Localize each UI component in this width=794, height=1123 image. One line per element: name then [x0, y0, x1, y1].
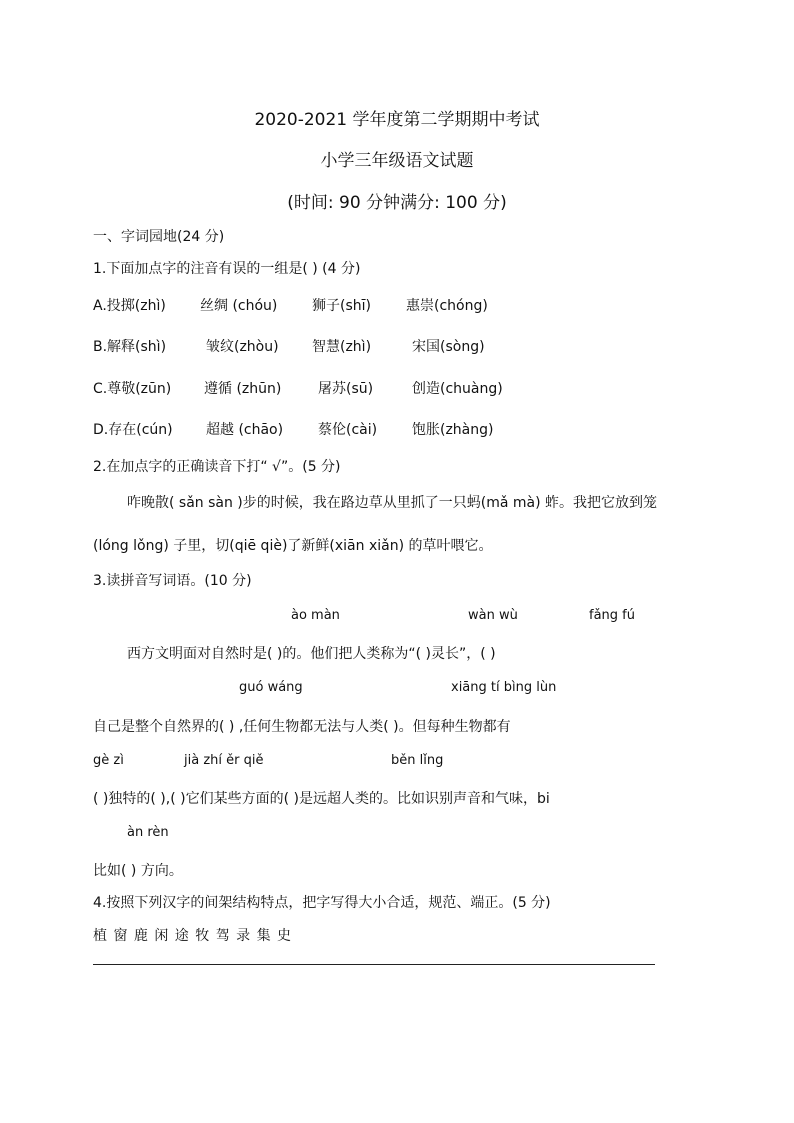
pinyin-prompt: běn lǐng [391, 753, 444, 768]
option-item: 超越 (chāo) [206, 422, 284, 438]
question-2-passage-line-1: 咋晚散( sǎn sàn )步的时候，我在路边草从里抓了一只蚂(mǎ mà) 蚱。我把它放到笼 [127, 495, 658, 511]
question-4-stem: 4.按照下列汉字的间架结构特点，把字写得大小合适，规范、端正。(5 分) [93, 895, 551, 911]
pinyin-prompt: jià zhí ěr qiě [184, 753, 264, 768]
option-item: A.投掷(zhì) [93, 298, 166, 314]
writing-line [93, 964, 655, 965]
question-2-passage-line-2: (lóng lǒng) 子里，切(qiē qiè)了新鲜(xiān xiǎn) 的草叶喂它。 [93, 538, 493, 554]
pinyin-prompt: àn rèn [127, 825, 169, 840]
pinyin-prompt: wàn wù [468, 608, 518, 623]
option-item: 丝绸 (chóu) [200, 298, 278, 314]
pinyin-prompt: xiāng tí bìng lùn [451, 680, 557, 695]
option-item: 皱纹(zhòu) [206, 339, 279, 355]
option-item: B.解释(shì) [93, 339, 167, 355]
question-2-stem: 2.在加点字的正确读音下打“ √”。(5 分) [93, 459, 341, 475]
pinyin-prompt: gè zì [93, 753, 124, 768]
question-1-stem: 1.下面加点字的注音有误的一组是( ) (4 分) [93, 261, 361, 277]
option-item: 惠崇(chóng) [406, 298, 488, 314]
exam-subtitle: 小学三年级语文试题 [320, 151, 474, 171]
option-item: 狮子(shī) [312, 298, 371, 314]
question-4-characters: 植 窗 鹿 闲 途 牧 驾 录 集 史 [93, 928, 293, 944]
question-3-stem: 3.读拼音写词语。(10 分) [93, 573, 252, 589]
option-item: 宋国(sòng) [412, 339, 485, 355]
question-3-line-3: ( )独特的( ),( )它们某些方面的( )是远超人类的。比如识别声音和气味，bi [93, 791, 550, 807]
option-item: 饱胀(zhàng) [412, 422, 494, 438]
pinyin-prompt: guó wáng [239, 680, 303, 695]
option-item: 遵循 (zhūn) [204, 381, 282, 397]
exam-info: (时间: 90 分钟满分: 100 分) [287, 193, 507, 213]
question-3-line-1: 西方文明面对自然时是( )的。他们把人类称为“( )灵长”，( ) [127, 646, 496, 662]
option-item: 创造(chuàng) [412, 381, 503, 397]
option-item: 屠苏(sū) [318, 381, 374, 397]
option-item: 蔡伦(cài) [318, 422, 378, 438]
exam-title: 2020-2021 学年度第二学期期中考试 [254, 110, 540, 130]
question-3-line-4: 比如( ) 方向。 [93, 863, 183, 879]
option-item: D.存在(cún) [93, 422, 173, 438]
pinyin-prompt: ào màn [291, 608, 340, 623]
option-item: 智慧(zhì) [312, 339, 372, 355]
question-3-line-2: 自己是整个自然界的( ) ,任何生物都无法与人类( )。但每种生物都有 [93, 719, 511, 735]
pinyin-prompt: fǎng fú [589, 608, 635, 623]
option-item: C.尊敬(zūn) [93, 381, 172, 397]
section-heading: 一、字词园地(24 分) [93, 229, 225, 245]
